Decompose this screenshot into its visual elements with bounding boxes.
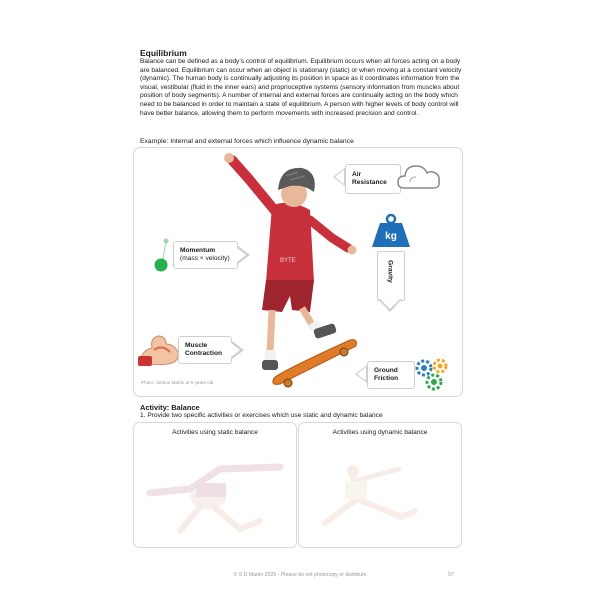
kg-label: kg: [385, 231, 397, 242]
faded-dancer-image: [305, 459, 455, 539]
activity-question: 1. Provide two specific activities or exercises which use static and dynamic balance: [140, 412, 383, 419]
muscle-arm-icon: [136, 332, 182, 368]
dynamic-balance-panel[interactable]: [298, 422, 462, 548]
page-number: 97: [448, 572, 454, 578]
muscle-line2: Contraction: [185, 350, 222, 357]
faded-gymnast-image: [140, 459, 290, 539]
figure-label: Example: Internal and external forces which influence dynamic balance: [140, 138, 354, 145]
photo-credit: Photo: Joshua Martin at 5 years old: [141, 380, 214, 385]
svg-text:BYTE: BYTE: [280, 258, 296, 264]
air-resistance-callout: [345, 164, 401, 194]
momentum-callout: [173, 241, 238, 269]
static-balance-panel[interactable]: [133, 422, 297, 548]
dynamic-balance-title: Activities using dynamic balance: [332, 429, 428, 436]
friction-pointer-inner: [357, 367, 366, 381]
ground-friction-callout: [367, 361, 415, 389]
section-heading: Equilibrium: [140, 48, 187, 58]
air-resistance-pointer-inner: [335, 170, 344, 184]
muscle-line1: Muscle: [185, 342, 208, 349]
friction-line2: Friction: [374, 375, 399, 382]
momentum-pointer-inner: [237, 248, 246, 262]
momentum-title: Momentum: [180, 247, 216, 254]
air-resistance-line1: Air: [352, 171, 362, 178]
activity-heading: Activity: Balance: [140, 403, 200, 412]
gravity-pointer-inner: [380, 299, 400, 309]
friction-line1: Ground: [374, 367, 398, 374]
gravity-label: Gravity: [386, 260, 394, 283]
muscle-contraction-callout: [178, 336, 232, 364]
air-resistance-line2: Resistance: [352, 179, 387, 186]
cloud-icon: [396, 158, 442, 194]
equilibrium-paragraph: Balance can be defined as a body’s control of equilibrium. Equilibrium occurs when all forces acting on a body are balanced. Equilibrium can occur when an object is stationary (static) or when moving at a constant velocity (dynamic). The human body is continually adjusting its position in space as it coordinates information from the visual, vestibular (fluid in the inner ears) and proprioceptive systems (sensory information from muscles about position of body segments). A number of internal and external forces are continually acting on the body which need to be balanced in order to maintain a state of equilibrium. A person with higher levels of body control will have better balance, allowing them to perform movements with increased precision and control.: [140, 58, 462, 117]
momentum-subtitle: (mass × velocity): [180, 255, 230, 262]
muscle-pointer-inner: [231, 343, 240, 357]
static-balance-title: Activities using static balance: [172, 429, 258, 436]
gears-icon: [412, 354, 452, 394]
footer-copyright: © S D Martin 2026 - Please do not photocopy or distribute: [233, 572, 367, 578]
